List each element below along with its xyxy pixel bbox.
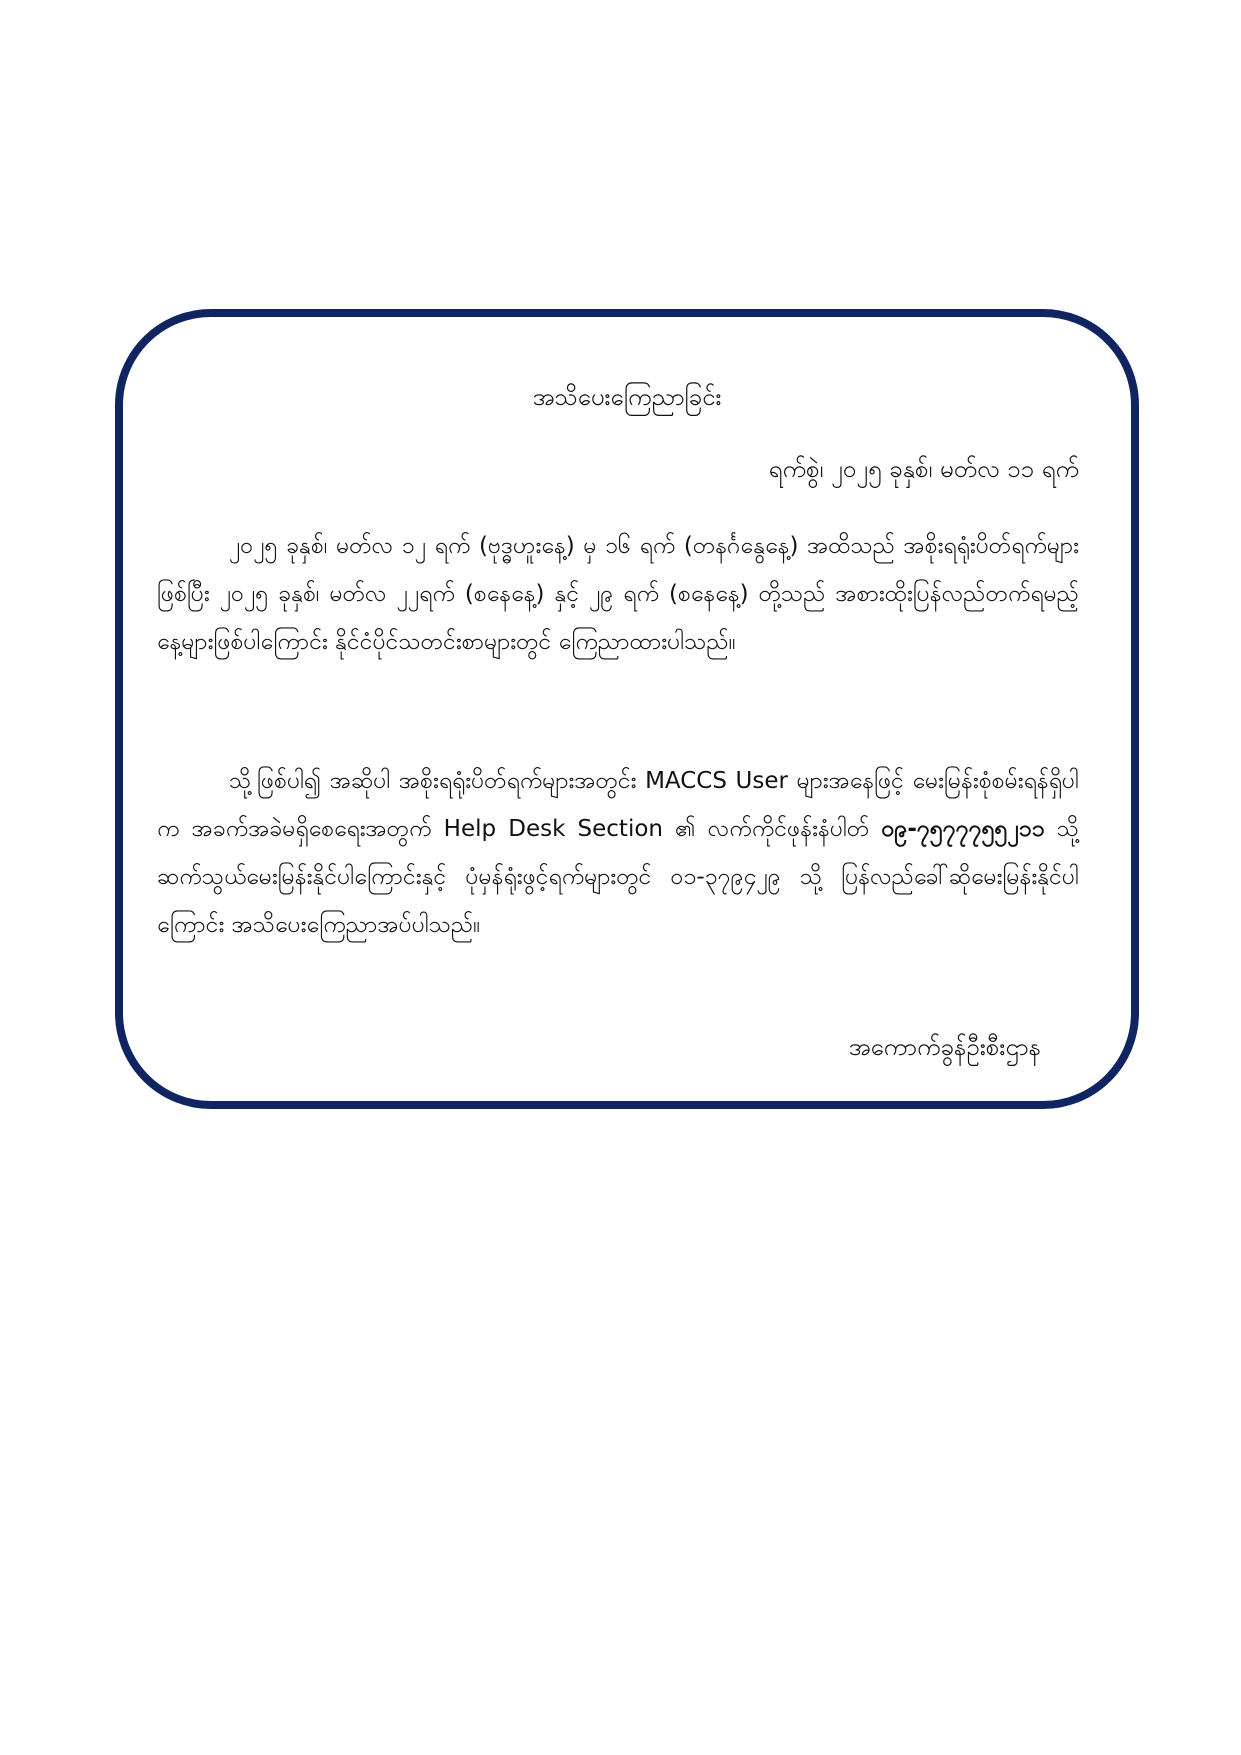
paragraph-2-end: သို့ ဆက်သွယ်မေးမြန်းနိုင်ပါကြောင်းနှင့် ပုံမှန်ရုံးဖွင့်ရက်များတွင် ၀၁-၃၇၉၄၂၉ သို့ ပြန်လည်ခေါ်ဆိုမေးမြန်းနိုင်ပါကြောင်း အသိပေးကြေညာအပ်ပါသည်။ (157, 816, 1079, 938)
notice-signature: အကောက်ခွန်ဦးစီးဌာန (848, 1033, 1041, 1061)
notice-date: ရက်စွဲ၊ ၂၀၂၅ ခုနှစ်၊ မတ်လ ၁၁ ရက် (768, 455, 1079, 483)
notice-frame (115, 309, 1139, 1109)
notice-paragraph-1 (157, 522, 1079, 666)
notice-title: အသိပေးကြေညာခြင်း (532, 383, 722, 411)
help-desk-phone-number: ၀၉-၇၅၇၇၇၅၅၂၁၁ (881, 816, 1045, 842)
notice-paragraph-2 (157, 757, 1079, 949)
paragraph-2-start: သို့ဖြစ်ပါ၍ အဆိုပါ အစိုးရရုံးပိတ်ရက်များအတွင်း MACCS User များအနေဖြင့် မေးမြန်းစုံစမ်းရန်ရှိပါက အခက်အခဲမရှိစေရေးအတွက် Help Desk Section ၏ လက်ကိုင်ဖုန်းနံပါတ် (157, 768, 1079, 842)
paragraph-1-text: ၂၀၂၅ ခုနှစ်၊ မတ်လ ၁၂ ရက် (ဗုဒ္ဓဟူးနေ့) မှ ၁၆ ရက် (တနင်္ဂနွေနေ့) အထိသည် အစိုးရရုံးပိတ်ရက်များ ဖြစ်ပြီး ၂၀၂၅ ခုနှစ်၊ မတ်လ ၂၂ရက် (စနေနေ့) နှင့် ၂၉ ရက် (စနေနေ့) တို့သည် အစားထိုးပြန်လည်တက်ရမည့် နေ့များဖြစ်ပါကြောင်း နိုင်ငံပိုင်သတင်းစာများတွင် ကြေညာထားပါသည်။ (157, 533, 1079, 655)
